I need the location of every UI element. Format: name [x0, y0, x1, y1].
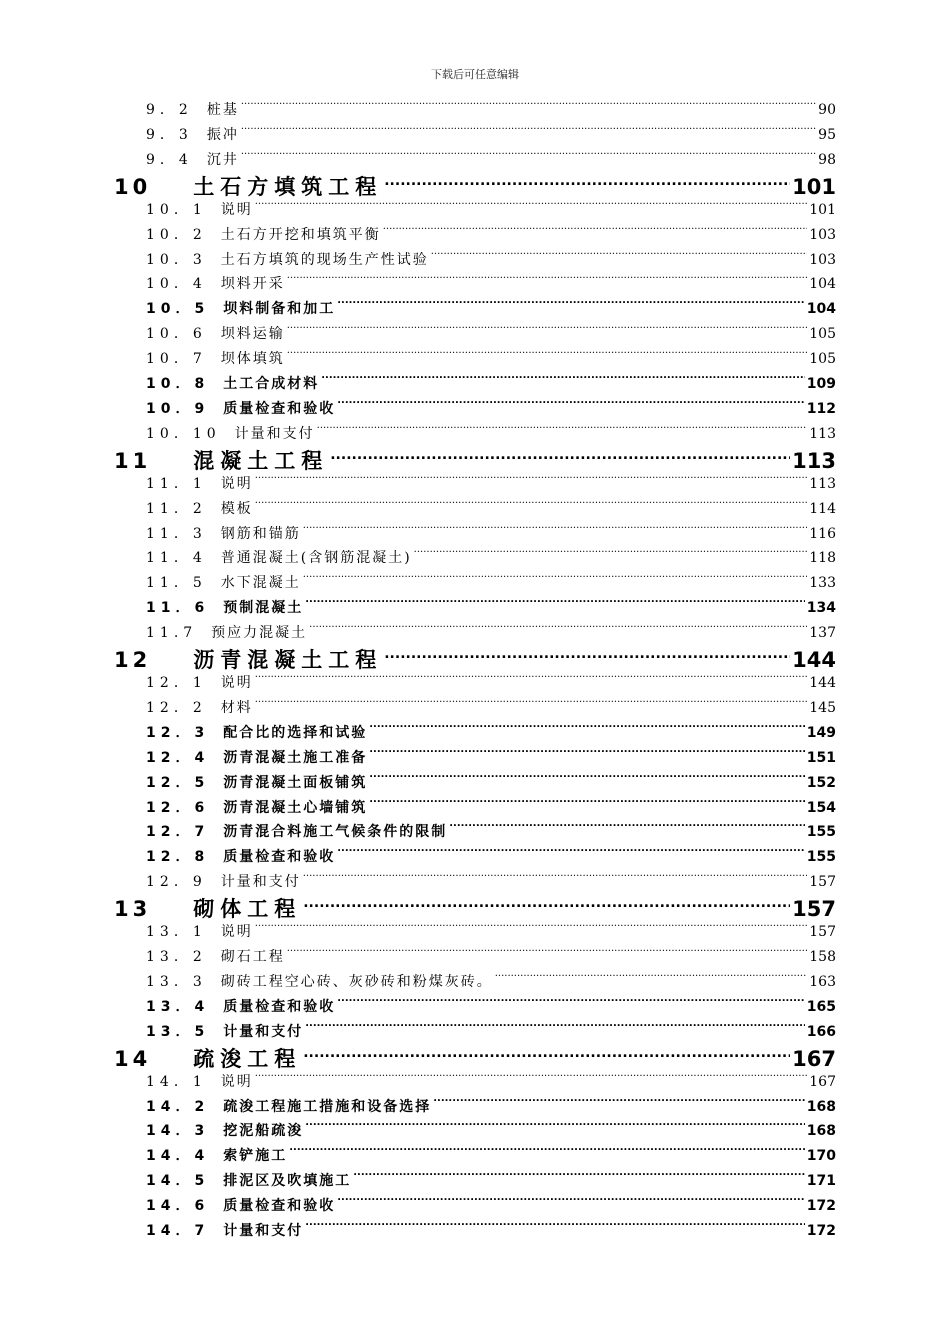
toc-chapter-entry[interactable] — [114, 1045, 836, 1071]
dot-leader — [321, 374, 805, 388]
toc-entry-title: 疏浚工程 — [193, 1046, 302, 1071]
toc-entry-number: 14．6 — [146, 1198, 210, 1215]
toc-section-entry[interactable] — [146, 1169, 836, 1193]
toc-entry-title: 沉井 — [206, 151, 239, 168]
toc-section-entry[interactable] — [146, 1219, 836, 1243]
toc-entry-number: 11．5 — [146, 575, 207, 592]
toc-entry-page-number: 116 — [809, 525, 836, 542]
dot-leader — [303, 895, 790, 916]
toc-entry-title: 沥青混凝土工程 — [193, 648, 383, 672]
toc-entry-page-number: 157 — [792, 897, 836, 922]
toc-entry-title: 振冲 — [206, 126, 239, 143]
toc-section-entry[interactable] — [146, 970, 836, 994]
toc-entry-title: 砌砖工程空心砖、灰砂砖和粉煤灰砖。 — [220, 973, 493, 990]
toc-entry-number: 13．4 — [146, 998, 210, 1015]
toc-entry-title: 预制混凝土 — [223, 600, 304, 617]
toc-entry-number: 11.7 — [146, 625, 198, 642]
toc-entry-title: 模板 — [220, 500, 253, 517]
toc-section-entry[interactable] — [146, 1119, 836, 1143]
toc-section-entry[interactable] — [146, 696, 836, 720]
toc-entry-title: 说明 — [220, 924, 253, 941]
toc-entry-page-number: 151 — [806, 749, 836, 766]
toc-section-entry[interactable] — [146, 397, 836, 421]
toc-entry-title: 砌石工程 — [220, 949, 285, 965]
toc-entry-page-number: 155 — [806, 824, 836, 841]
toc-entry-number: 13．5 — [146, 1023, 210, 1040]
toc-entry-page-number: 134 — [806, 600, 836, 617]
toc-entry-page-number: 103 — [809, 251, 836, 268]
toc-entry-title: 普通混凝土(含钢筋混凝土) — [220, 550, 412, 567]
dot-leader — [433, 1097, 805, 1111]
toc-entry-number: 11．2 — [146, 500, 207, 517]
toc-entry-page-number: 90 — [818, 102, 836, 118]
toc-entry-page-number: 172 — [806, 1223, 836, 1239]
dot-leader — [337, 1196, 805, 1210]
dot-leader — [255, 200, 808, 214]
dot-leader — [287, 947, 808, 961]
toc-section-entry[interactable] — [146, 671, 836, 695]
toc-entry-number: 11 — [114, 448, 152, 473]
toc-entry-number: 10．10 — [146, 425, 221, 442]
toc-section-entry[interactable] — [146, 472, 836, 496]
toc-entry-title: 预应力混凝土 — [211, 625, 308, 642]
toc-entry-number: 10．3 — [146, 251, 207, 268]
toc-entry-title: 质量检查和验收 — [223, 1198, 336, 1215]
toc-section-entry[interactable] — [146, 820, 836, 844]
toc-entry-title: 配合比的选择和试验 — [223, 724, 368, 741]
dot-leader — [337, 299, 805, 313]
toc-entry-number: 12．4 — [146, 749, 210, 766]
dot-leader — [384, 173, 790, 194]
dot-leader — [303, 524, 808, 538]
toc-entry-number: 12．9 — [146, 874, 207, 891]
toc-entry-number: 11．3 — [146, 525, 207, 542]
toc-section-entry[interactable] — [146, 771, 836, 795]
toc-entry-number: 12．8 — [146, 849, 210, 866]
toc-entry-title: 计量和支付 — [223, 1023, 304, 1040]
toc-entry-title: 疏浚工程施工措施和设备选择 — [223, 1098, 432, 1115]
toc-entry-page-number: 172 — [806, 1198, 836, 1215]
dot-leader — [305, 1121, 805, 1135]
toc-entry-title: 土工合成材料 — [223, 376, 320, 392]
toc-entry-title: 桩基 — [206, 102, 239, 118]
toc-entry-number: 10 — [114, 174, 152, 199]
dot-leader — [369, 773, 805, 787]
toc-section-entry[interactable] — [146, 596, 836, 620]
dot-leader — [384, 646, 790, 667]
toc-entry-page-number: 104 — [806, 301, 836, 318]
toc-entry-title: 质量检查和验收 — [223, 400, 336, 417]
toc-entry-title: 水下混凝土 — [220, 575, 301, 592]
toc-section-entry[interactable] — [146, 721, 836, 745]
toc-entry-page-number: 157 — [809, 924, 836, 941]
toc-entry-page-number: 101 — [809, 201, 836, 218]
toc-entry-page-number: 109 — [806, 376, 836, 392]
toc-entry-number: 12．7 — [146, 824, 210, 841]
toc-entry-page-number: 113 — [792, 448, 836, 473]
dot-leader — [303, 1045, 790, 1066]
toc-entry-number: 14．3 — [146, 1123, 210, 1140]
toc-entry-page-number: 163 — [809, 973, 836, 990]
toc-section-entry[interactable] — [146, 123, 836, 147]
toc-entry-page-number: 105 — [809, 351, 836, 368]
toc-entry-page-number: 103 — [809, 226, 836, 243]
toc-entry-number: 10．1 — [146, 201, 207, 218]
dot-leader — [353, 1171, 805, 1185]
toc-entry-title: 说明 — [220, 201, 253, 218]
toc-entry-title: 混凝土工程 — [193, 448, 329, 473]
toc-entry-page-number: 166 — [806, 1023, 836, 1040]
toc-section-entry[interactable] — [146, 1095, 836, 1119]
toc-section-entry[interactable] — [146, 223, 836, 247]
toc-entry-number: 12．5 — [146, 774, 210, 791]
dot-leader — [317, 424, 808, 438]
toc-section-entry[interactable] — [146, 422, 836, 446]
toc-entry-title: 坝料开采 — [220, 276, 285, 293]
toc-section-entry[interactable] — [146, 621, 836, 645]
toc-entry-number: 14．5 — [146, 1173, 210, 1190]
dot-leader — [241, 150, 816, 164]
dot-leader — [255, 698, 808, 712]
toc-entry-page-number: 155 — [806, 849, 836, 866]
toc-entry-number: 10．7 — [146, 351, 207, 368]
toc-entry-title: 计量和支付 — [220, 874, 301, 891]
toc-entry-page-number: 152 — [806, 774, 836, 791]
toc-entry-title: 质量检查和验收 — [223, 998, 336, 1015]
toc-entry-page-number: 165 — [806, 998, 836, 1015]
dot-leader — [431, 250, 808, 264]
toc-entry-number: 10．4 — [146, 276, 207, 293]
toc-entry-number: 12．6 — [146, 799, 210, 816]
toc-entry-number: 11．4 — [146, 550, 207, 567]
toc-section-entry[interactable] — [146, 1144, 836, 1168]
toc-entry-page-number: 98 — [818, 151, 836, 168]
dot-leader — [303, 872, 808, 886]
dot-leader — [337, 997, 805, 1011]
toc-entry-page-number: 137 — [809, 625, 836, 642]
dot-leader — [287, 324, 808, 338]
dot-leader — [255, 673, 808, 687]
toc-entry-number: 12．2 — [146, 699, 207, 716]
toc-entry-title: 说明 — [220, 1073, 253, 1090]
dot-leader — [330, 447, 790, 468]
toc-entry-title: 排泥区及吹填施工 — [223, 1173, 352, 1190]
toc-entry-page-number: 145 — [809, 699, 836, 716]
toc-entry-title: 沥青混凝土面板铺筑 — [223, 774, 368, 791]
toc-entry-title: 质量检查和验收 — [223, 849, 336, 866]
toc-entry-page-number: 95 — [818, 126, 836, 143]
toc-section-entry[interactable] — [146, 347, 836, 371]
toc-entry-title: 材料 — [220, 699, 253, 716]
toc-entry-number: 13．3 — [146, 973, 207, 990]
toc-section-entry[interactable] — [146, 272, 836, 296]
dot-leader — [303, 573, 808, 587]
toc-entry-number: 13 — [114, 897, 152, 922]
toc-entry-page-number: 101 — [792, 174, 836, 199]
toc-entry-number: 10．6 — [146, 326, 207, 343]
toc-entry-number: 13．2 — [146, 949, 207, 965]
toc-section-entry[interactable] — [146, 746, 836, 770]
toc-entry-number: 12．3 — [146, 724, 210, 741]
toc-entry-number: 14．7 — [146, 1223, 210, 1239]
toc-entry-page-number: 104 — [809, 276, 836, 293]
toc-entry-number: 11．1 — [146, 475, 207, 492]
toc-entry-page-number: 157 — [809, 874, 836, 891]
toc-entry-title: 土石方开挖和填筑平衡 — [220, 226, 381, 243]
toc-section-entry[interactable] — [146, 1070, 836, 1094]
toc-entry-number: 14．4 — [146, 1148, 210, 1165]
toc-entry-page-number: 118 — [809, 550, 836, 567]
toc-entry-number: 14 — [114, 1046, 152, 1071]
toc-section-entry[interactable] — [146, 497, 836, 521]
toc-entry-page-number: 171 — [806, 1173, 836, 1190]
toc-entry-number: 9．4 — [146, 151, 193, 168]
dot-leader — [305, 598, 805, 612]
toc-entry-title: 坝体填筑 — [220, 351, 285, 368]
toc-entry-page-number: 158 — [809, 949, 836, 965]
toc-entry-number: 14．2 — [146, 1098, 210, 1115]
toc-entry-title: 挖泥船疏浚 — [223, 1123, 304, 1140]
toc-section-entry[interactable] — [146, 372, 836, 396]
toc-entry-page-number: 149 — [806, 724, 836, 741]
toc-entry-number: 9．2 — [146, 102, 193, 118]
toc-chapter-entry[interactable] — [114, 447, 836, 473]
toc-entry-page-number: 154 — [806, 799, 836, 816]
dot-leader — [495, 972, 808, 986]
dot-leader — [255, 474, 808, 488]
toc-section-entry[interactable] — [146, 1194, 836, 1218]
toc-entry-title: 说明 — [220, 675, 253, 691]
toc-entry-number: 10．5 — [146, 301, 210, 318]
toc-chapter-entry[interactable] — [114, 173, 836, 199]
toc-entry-title: 坝料制备和加工 — [223, 301, 336, 318]
toc-section-entry[interactable] — [146, 98, 836, 122]
toc-entry-page-number: 167 — [809, 1073, 836, 1090]
dot-leader — [369, 723, 805, 737]
toc-entry-number: 10．8 — [146, 376, 210, 392]
toc-chapter-entry[interactable] — [114, 895, 836, 921]
toc-entry-number: 12．1 — [146, 675, 207, 691]
toc-entry-title: 计量和支付 — [223, 1223, 304, 1239]
toc-section-entry[interactable] — [146, 148, 836, 172]
toc-entry-number: 12 — [114, 648, 152, 672]
toc-entry-title: 砌体工程 — [193, 897, 302, 922]
toc-chapter-entry[interactable] — [114, 646, 836, 672]
toc-entry-page-number: 144 — [792, 648, 836, 672]
toc-entry-title: 钢筋和锚筋 — [220, 525, 301, 542]
toc-section-entry[interactable] — [146, 522, 836, 546]
toc-entry-page-number: 112 — [806, 400, 836, 417]
dot-leader — [255, 1072, 808, 1086]
dot-leader — [287, 349, 808, 363]
toc-entry-number: 10．9 — [146, 400, 210, 417]
toc-entry-title: 沥青混合料施工气候条件的限制 — [223, 824, 448, 841]
toc-section-entry[interactable] — [146, 995, 836, 1019]
dot-leader — [255, 499, 808, 513]
dot-leader — [369, 748, 805, 762]
toc-section-entry[interactable] — [146, 198, 836, 222]
toc-section-entry[interactable] — [146, 945, 836, 969]
toc-entry-page-number: 113 — [809, 475, 836, 492]
toc-entry-title: 土石方填筑的现场生产性试验 — [220, 251, 429, 268]
toc-entry-number: 13．1 — [146, 924, 207, 941]
dot-leader — [289, 1146, 805, 1160]
toc-section-entry[interactable] — [146, 796, 836, 820]
toc-entry-page-number: 168 — [806, 1123, 836, 1140]
toc-entry-title: 坝料运输 — [220, 326, 285, 343]
toc-section-entry[interactable] — [146, 1020, 836, 1044]
dot-leader — [255, 922, 808, 936]
toc-entry-title: 计量和支付 — [234, 425, 315, 442]
dot-leader — [241, 100, 816, 114]
dot-leader — [383, 225, 808, 239]
dot-leader — [309, 623, 807, 637]
toc-entry-number: 14．1 — [146, 1073, 207, 1090]
toc-entry-page-number: 114 — [809, 500, 836, 517]
toc-entry-number: 10．2 — [146, 226, 207, 243]
dot-leader — [369, 798, 805, 812]
dot-leader — [337, 399, 805, 413]
dot-leader — [241, 125, 816, 139]
dot-leader — [305, 1022, 805, 1036]
toc-entry-page-number: 113 — [809, 425, 836, 442]
toc-section-entry[interactable] — [146, 571, 836, 595]
toc-entry-number: 9．3 — [146, 126, 193, 143]
toc-entry-page-number: 170 — [806, 1148, 836, 1165]
toc-section-entry[interactable] — [146, 546, 836, 570]
dot-leader — [305, 1221, 805, 1235]
toc-entry-title: 土石方填筑工程 — [193, 174, 383, 199]
toc-section-entry[interactable] — [146, 920, 836, 944]
toc-entry-title: 说明 — [220, 475, 253, 492]
toc-section-entry[interactable] — [146, 845, 836, 869]
toc-entry-title: 索铲施工 — [223, 1148, 288, 1165]
toc-section-entry[interactable] — [146, 322, 836, 346]
toc-section-entry[interactable] — [146, 297, 836, 321]
toc-entry-page-number: 133 — [809, 575, 836, 592]
toc-section-entry[interactable] — [146, 870, 836, 894]
dot-leader — [414, 548, 808, 562]
toc-section-entry[interactable] — [146, 248, 836, 272]
dot-leader — [449, 822, 805, 836]
toc-entry-page-number: 105 — [809, 326, 836, 343]
toc-entry-title: 沥青混凝土心墙铺筑 — [223, 799, 368, 816]
toc-entry-number: 11．6 — [146, 600, 210, 617]
page-header: 下载后可任意编辑 — [431, 68, 519, 81]
dot-leader — [337, 847, 805, 861]
toc-entry-page-number: 168 — [806, 1098, 836, 1115]
dot-leader — [287, 274, 808, 288]
toc-entry-title: 沥青混凝土施工准备 — [223, 749, 368, 766]
toc-entry-page-number: 144 — [809, 675, 836, 691]
toc-entry-page-number: 167 — [792, 1046, 836, 1071]
